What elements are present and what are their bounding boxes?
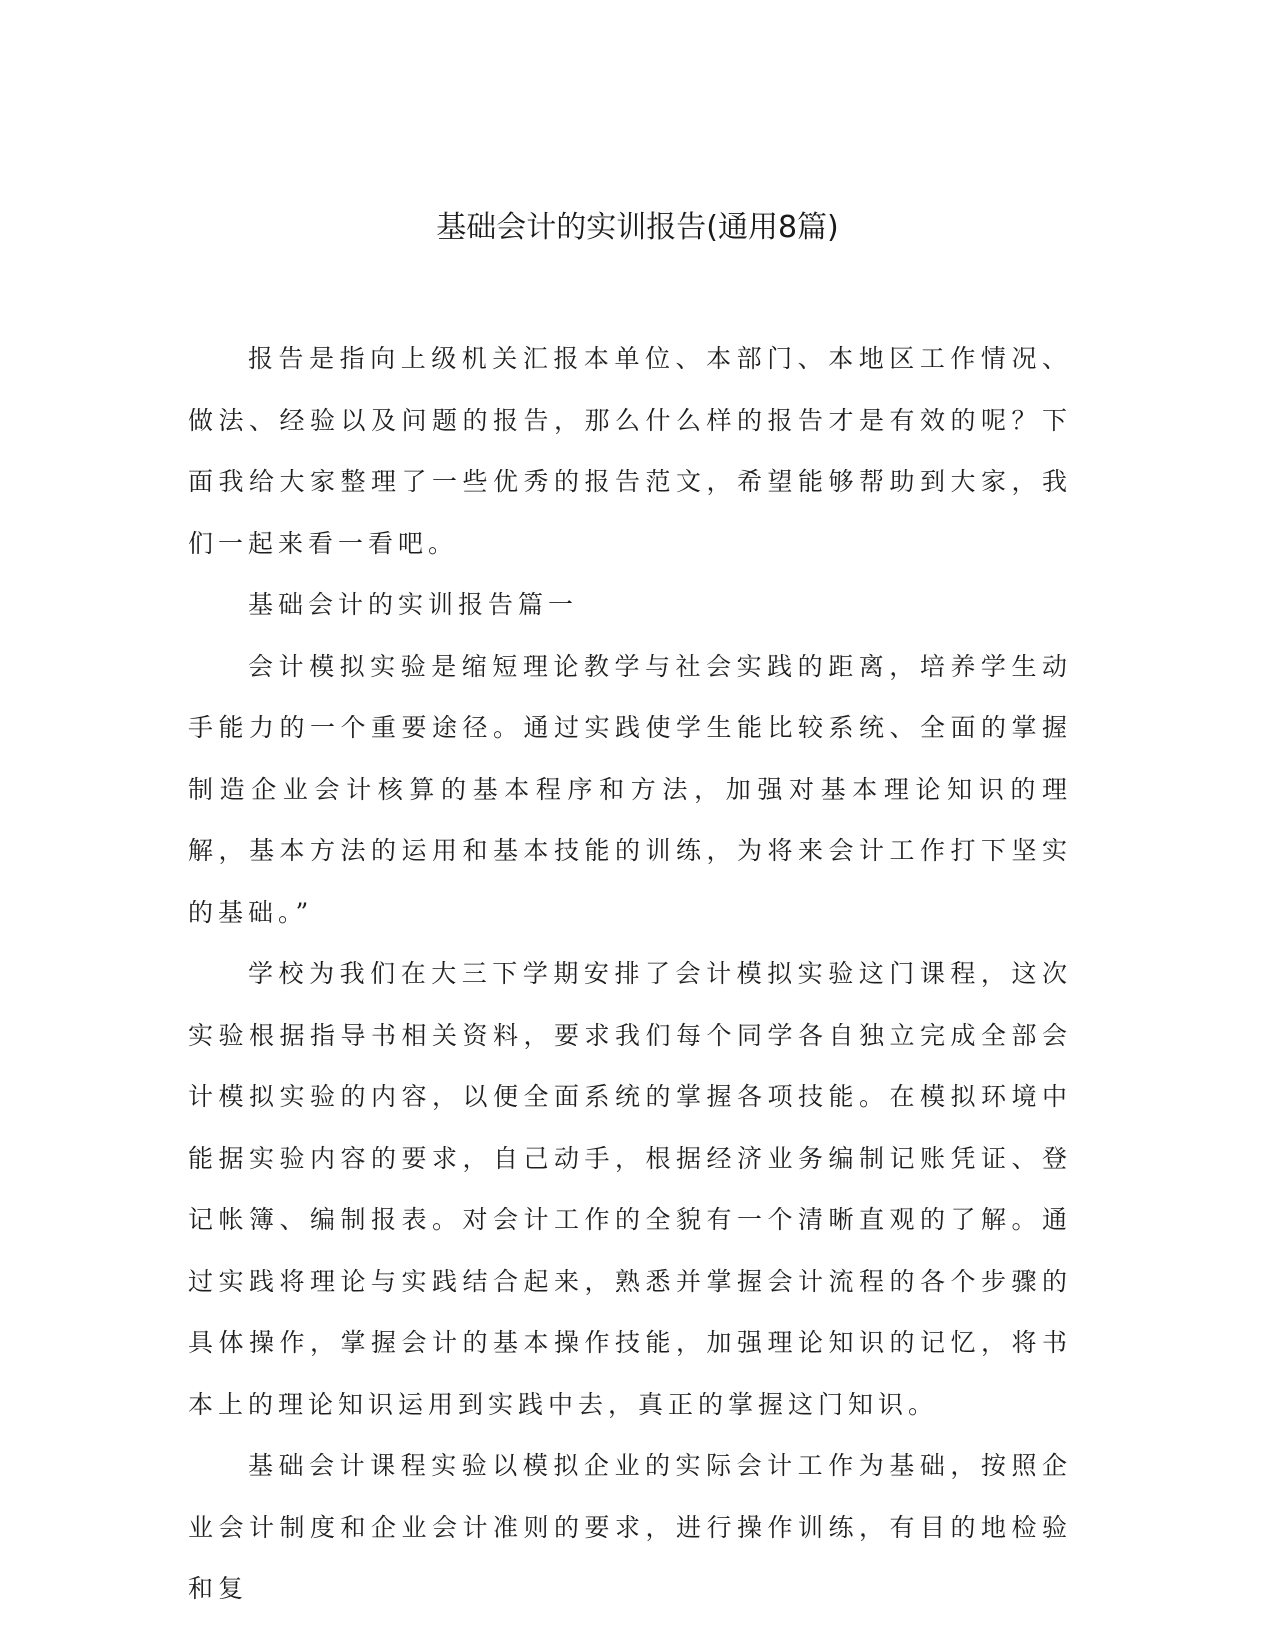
document-title: 基础会计的实训报告(通用8篇) [436,210,839,245]
intro-paragraph: 报告是指向上级机关汇报本单位、本部门、本地区工作情况、做法、经验以及问题的报告，那么什么样的报告才是有效的呢？下面我给大家整理了一些优秀的报告范文，希望能够帮助到大家，我们一起来看一看吧。 [188,344,1072,558]
document-body [188,328,1072,1620]
body-paragraph: 基础会计课程实验以模拟企业的实际会计工作为基础，按照企业会计制度和企业会计准则的要求，进行操作训练，有目的地检验和复 [188,1451,1072,1603]
section-heading: 基础会计的实训报告篇一 [248,590,579,619]
body-paragraph: 会计模拟实验是缩短理论教学与社会实践的距离，培养学生动手能力的一个重要途径。通过实践使学生能比较系统、全面的掌握制造企业会计核算的基本程序和方法，加强对基本理论知识的理解，基本方法的运用和基本技能的训练，为将来会计工作打下坚实的基础。” [188,651,1072,927]
body-paragraph: 学校为我们在大三下学期安排了会计模拟实验这门课程，这次实验根据指导书相关资料，要求我们每个同学各自独立完成全部会计模拟实验的内容，以便全面系统的掌握各项技能。在模拟环境中能据实验内容的要求，自己动手，根据经济业务编制记账凭证、登记帐簿、编制报表。对会计工作的全貌有一个清晰直观的了解。通过实践将理论与实践结合起来，熟悉并掌握会计流程的各个步骤的具体操作，掌握会计的基本操作技能，加强理论知识的记忆，将书本上的理论知识运用到实践中去，真正的掌握这门知识。 [188,959,1072,1419]
